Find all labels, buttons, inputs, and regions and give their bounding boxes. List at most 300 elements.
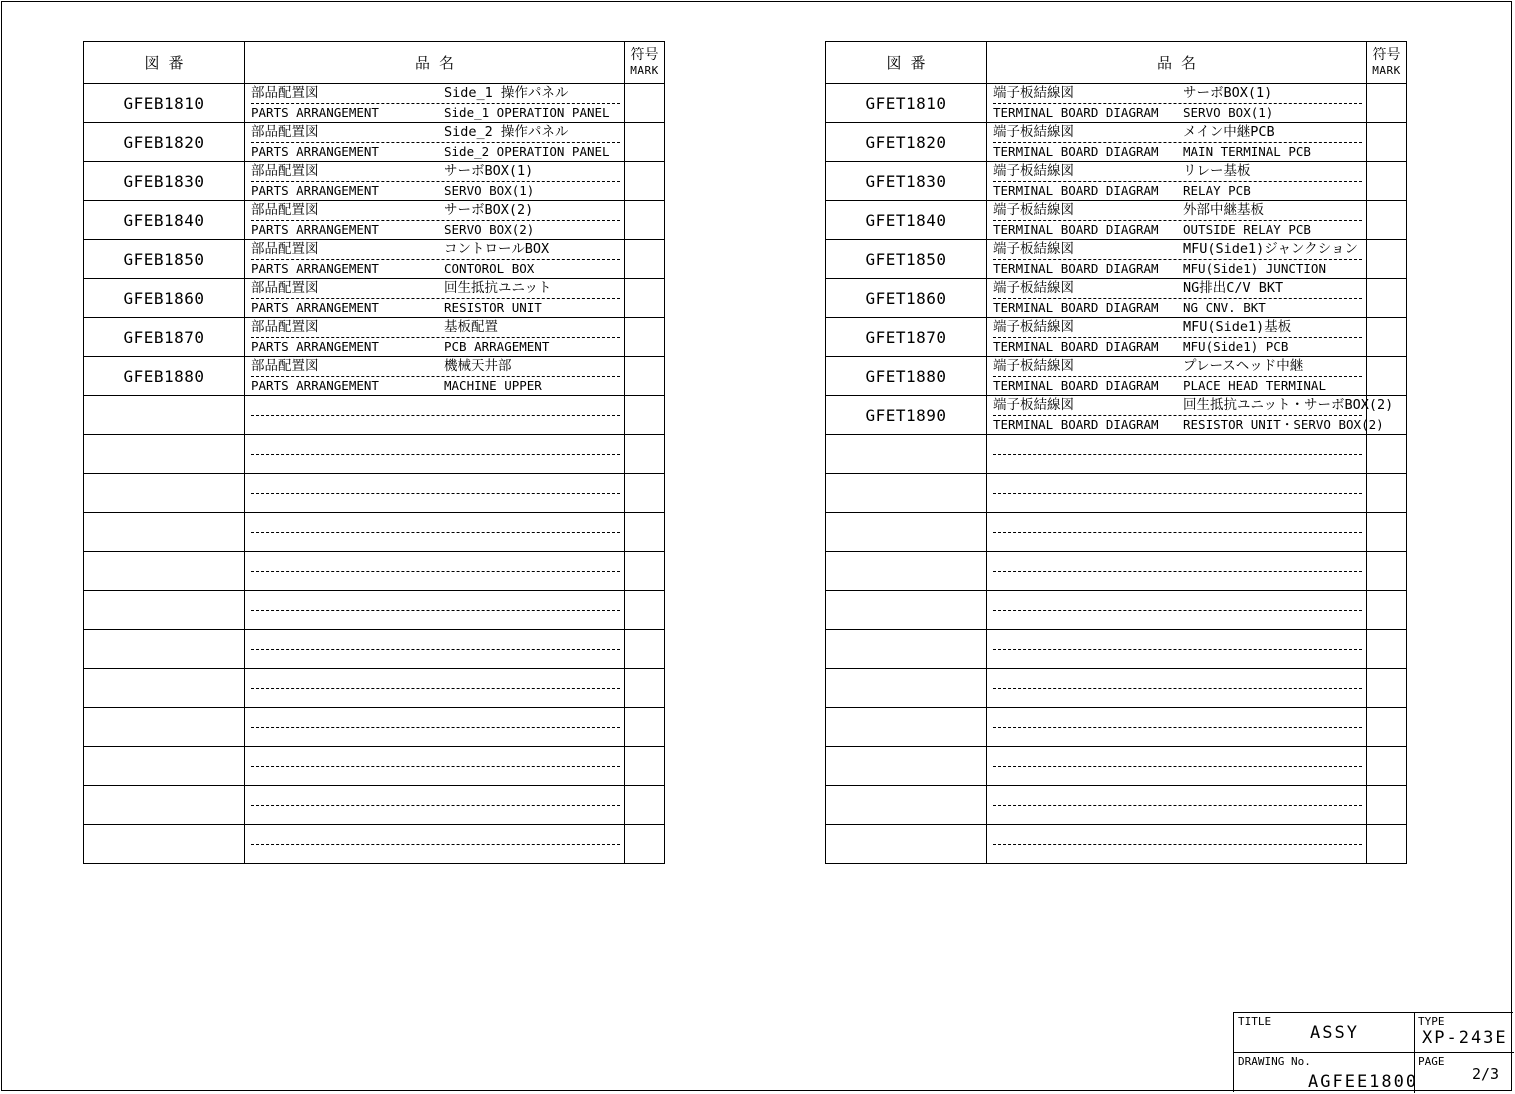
item-subject-jp: 基板配置 <box>444 319 498 335</box>
item-name-jp-line <box>251 474 620 494</box>
table-row <box>826 240 1407 279</box>
title-block-divider <box>1234 1052 1514 1053</box>
item-category-en: PARTS ARRANGEMENT <box>251 261 379 276</box>
item-name-block <box>987 552 1366 590</box>
item-name-en-line <box>251 415 620 434</box>
drawing-number-cell: GFET1870 <box>826 318 987 357</box>
item-name-cell <box>245 240 625 279</box>
item-name-block <box>987 240 1366 278</box>
item-name-jp-line <box>251 84 620 104</box>
item-category-jp: 端子板結線図 <box>993 358 1074 374</box>
item-name-en-line <box>993 103 1362 122</box>
item-name-jp-line <box>251 123 620 143</box>
mark-cell <box>625 513 665 552</box>
item-name-block <box>987 591 1366 629</box>
item-category-en: PARTS ARRANGEMENT <box>251 222 379 237</box>
item-name-jp-line <box>251 708 620 728</box>
item-name-en-line <box>251 532 620 551</box>
item-name-cell <box>987 630 1367 669</box>
item-name-block <box>245 708 624 746</box>
item-name-block <box>987 708 1366 746</box>
mark-cell <box>625 84 665 123</box>
item-category-en: PARTS ARRANGEMENT <box>251 183 379 198</box>
item-name-en-line <box>993 571 1362 590</box>
table-row <box>826 552 1407 591</box>
item-name-jp-line <box>251 786 620 806</box>
drawing-number-cell <box>84 435 245 474</box>
mark-cell <box>1367 747 1407 786</box>
item-name-en-line <box>993 610 1362 629</box>
item-name-cell <box>987 318 1367 357</box>
item-name-block <box>245 630 624 668</box>
item-name-jp-line <box>993 747 1362 767</box>
item-name-en-line <box>251 376 620 395</box>
item-name-cell <box>245 474 625 513</box>
table-row <box>84 240 665 279</box>
item-subject-en: NG CNV. BKT <box>1183 300 1266 315</box>
item-name-jp-line <box>993 825 1362 845</box>
item-category-en: TERMINAL BOARD DIAGRAM <box>993 417 1159 432</box>
item-name-jp-line <box>251 201 620 221</box>
item-category-en: TERMINAL BOARD DIAGRAM <box>993 144 1159 159</box>
header-item-name: 品 名 <box>245 42 625 84</box>
item-name-block <box>245 591 624 629</box>
drawing-number-cell <box>826 747 987 786</box>
item-name-en-line <box>993 220 1362 239</box>
drawing-number-cell <box>84 669 245 708</box>
item-name-jp-line <box>251 279 620 299</box>
item-category-jp: 部品配置図 <box>251 358 319 374</box>
item-name-jp-line <box>993 708 1362 728</box>
item-subject-jp: サーボBOX(2) <box>444 202 534 218</box>
item-name-cell <box>245 591 625 630</box>
item-name-cell <box>245 123 625 162</box>
item-name-cell <box>245 669 625 708</box>
drawing-number-cell <box>826 591 987 630</box>
item-name-cell <box>987 435 1367 474</box>
item-name-block <box>245 513 624 551</box>
item-name-en-line <box>993 493 1362 512</box>
item-name-en-line <box>993 181 1362 200</box>
item-name-block <box>245 201 624 239</box>
drawing-number-cell <box>826 474 987 513</box>
item-name-en-line <box>993 415 1384 434</box>
mark-cell <box>625 708 665 747</box>
table-row <box>826 630 1407 669</box>
item-subject-jp: Side_1 操作パネル <box>444 85 569 101</box>
drawing-number-cell <box>84 708 245 747</box>
item-subject-jp: メイン中継PCB <box>1183 124 1275 140</box>
item-name-block <box>245 318 624 356</box>
item-name-block <box>245 747 624 785</box>
drawing-number-cell <box>84 513 245 552</box>
item-category-jp: 部品配置図 <box>251 85 319 101</box>
table-row <box>84 669 665 708</box>
item-name-en-line <box>251 337 620 356</box>
table-row <box>84 552 665 591</box>
table-row <box>84 630 665 669</box>
item-name-block <box>987 357 1366 395</box>
item-category-en: TERMINAL BOARD DIAGRAM <box>993 261 1159 276</box>
item-name-en-line <box>993 766 1362 785</box>
item-name-block <box>245 123 624 161</box>
item-name-block <box>987 630 1366 668</box>
item-name-cell <box>987 513 1367 552</box>
mark-cell <box>1367 201 1407 240</box>
mark-cell <box>625 552 665 591</box>
table-row <box>84 84 665 123</box>
mark-cell <box>625 474 665 513</box>
item-name-jp-line <box>993 357 1362 377</box>
drawing-number-cell <box>84 474 245 513</box>
item-name-jp-line <box>993 786 1362 806</box>
item-name-jp-line <box>993 240 1362 260</box>
item-name-jp-line <box>251 435 620 455</box>
drawing-number-cell: GFEB1880 <box>84 357 245 396</box>
type-label: TYPE <box>1418 1015 1445 1028</box>
mark-cell <box>625 279 665 318</box>
item-name-cell <box>987 825 1367 864</box>
mark-cell <box>625 357 665 396</box>
table-row <box>826 708 1407 747</box>
drawing-number-cell <box>826 708 987 747</box>
drawing-number-cell <box>826 513 987 552</box>
item-name-jp-line <box>251 396 620 416</box>
item-name-block <box>987 396 1394 434</box>
item-name-jp-line <box>993 552 1362 572</box>
item-category-en: TERMINAL BOARD DIAGRAM <box>993 378 1159 393</box>
header-mark-jp: 符号 <box>1372 46 1401 63</box>
item-category-en: TERMINAL BOARD DIAGRAM <box>993 183 1159 198</box>
item-name-en-line <box>993 805 1362 824</box>
item-name-cell <box>245 708 625 747</box>
item-name-cell <box>245 435 625 474</box>
item-subject-en: RELAY PCB <box>1183 183 1251 198</box>
item-subject-en: MFU(Side1) JUNCTION <box>1183 261 1326 276</box>
item-name-block <box>987 435 1366 473</box>
drawing-number-cell <box>826 825 987 864</box>
item-name-en-line <box>993 688 1362 707</box>
item-subject-en: Side_1 OPERATION PANEL <box>444 105 610 120</box>
item-name-en-line <box>251 298 620 317</box>
item-name-cell <box>245 786 625 825</box>
item-category-jp: 部品配置図 <box>251 202 319 218</box>
table-row <box>84 318 665 357</box>
item-category-jp: 端子板結線図 <box>993 241 1074 257</box>
item-category-jp: 端子板結線図 <box>993 280 1074 296</box>
item-name-block <box>987 162 1366 200</box>
mark-cell <box>625 318 665 357</box>
item-name-cell <box>245 318 625 357</box>
item-category-jp: 端子板結線図 <box>993 397 1074 413</box>
item-category-jp: 端子板結線図 <box>993 124 1074 140</box>
header-mark <box>1367 42 1407 84</box>
mark-cell <box>1367 474 1407 513</box>
drawing-number-cell: GFET1820 <box>826 123 987 162</box>
mark-cell <box>625 396 665 435</box>
item-subject-jp: MFU(Side1)基板 <box>1183 319 1292 335</box>
item-name-jp-line <box>251 513 620 533</box>
item-subject-jp: NG排出C/V BKT <box>1183 280 1284 296</box>
item-name-block <box>987 318 1366 356</box>
item-name-jp-line <box>251 357 620 377</box>
item-name-jp-line <box>251 747 620 767</box>
item-name-cell <box>245 357 625 396</box>
drawing-number-cell: GFET1860 <box>826 279 987 318</box>
item-name-block <box>245 84 624 122</box>
item-name-jp-line <box>251 630 620 650</box>
title-value: ASSY <box>1310 1023 1359 1043</box>
table-row <box>826 279 1407 318</box>
left-drawing-index-table <box>83 41 665 864</box>
item-name-cell <box>245 513 625 552</box>
item-name-cell <box>987 84 1367 123</box>
item-name-en-line <box>993 727 1362 746</box>
item-name-en-line <box>251 571 620 590</box>
header-mark-jp: 符号 <box>630 46 659 63</box>
item-name-cell <box>245 630 625 669</box>
item-category-jp: 端子板結線図 <box>993 319 1074 335</box>
item-name-cell <box>987 396 1394 435</box>
table-row <box>84 747 665 786</box>
mark-cell <box>1367 123 1407 162</box>
item-name-en-line <box>251 649 620 668</box>
item-name-jp-line <box>993 591 1362 611</box>
table-row <box>826 591 1407 630</box>
table-row <box>826 669 1407 708</box>
drawing-number-cell: GFEB1830 <box>84 162 245 201</box>
table-row <box>84 513 665 552</box>
item-subject-en: RESISTOR UNIT・SERVO BOX(2) <box>1183 417 1384 432</box>
table-row <box>84 474 665 513</box>
item-name-jp-line <box>993 630 1362 650</box>
header-mark-en: MARK <box>630 63 659 77</box>
mark-cell <box>625 669 665 708</box>
drawing-number-cell <box>84 552 245 591</box>
table-row <box>826 162 1407 201</box>
table-row <box>826 396 1407 435</box>
drawing-number-cell: GFET1830 <box>826 162 987 201</box>
mark-cell <box>1367 318 1407 357</box>
item-name-jp-line <box>993 513 1362 533</box>
item-name-en-line <box>993 259 1362 278</box>
item-name-en-line <box>993 376 1362 395</box>
drawing-number-cell: GFEB1850 <box>84 240 245 279</box>
item-name-en-line <box>251 142 620 161</box>
item-subject-jp: リレー基板 <box>1183 163 1251 179</box>
item-name-cell <box>987 669 1367 708</box>
item-name-cell <box>245 747 625 786</box>
item-name-block <box>245 279 624 317</box>
item-category-jp: 端子板結線図 <box>993 163 1074 179</box>
item-name-cell <box>245 396 625 435</box>
item-subject-en: MFU(Side1) PCB <box>1183 339 1289 354</box>
table-row <box>826 318 1407 357</box>
item-name-cell <box>987 279 1367 318</box>
item-name-block <box>987 84 1366 122</box>
item-name-jp-line <box>993 279 1362 299</box>
item-name-cell <box>987 162 1367 201</box>
item-subject-jp: 外部中継基板 <box>1183 202 1264 218</box>
item-name-cell <box>987 552 1367 591</box>
item-name-jp-line <box>993 318 1362 338</box>
item-name-en-line <box>251 103 620 122</box>
mark-cell <box>1367 630 1407 669</box>
header-drawing-no: 図 番 <box>84 42 245 84</box>
header-row <box>84 42 665 84</box>
header-row <box>826 42 1407 84</box>
item-subject-jp: 回生抵抗ユニット <box>444 280 552 296</box>
table-row <box>826 123 1407 162</box>
item-name-en-line <box>251 220 620 239</box>
drawing-number-cell: GFEB1820 <box>84 123 245 162</box>
item-category-en: PARTS ARRANGEMENT <box>251 105 379 120</box>
mark-cell <box>1367 513 1407 552</box>
item-name-en-line <box>993 337 1362 356</box>
item-name-block <box>987 747 1366 785</box>
item-category-en: TERMINAL BOARD DIAGRAM <box>993 300 1159 315</box>
item-name-block <box>245 474 624 512</box>
item-name-cell <box>987 240 1367 279</box>
item-name-cell <box>245 162 625 201</box>
item-name-cell <box>987 708 1367 747</box>
mark-cell <box>625 825 665 864</box>
item-subject-en: SERVO BOX(2) <box>444 222 535 237</box>
mark-cell <box>625 123 665 162</box>
item-name-en-line <box>993 142 1362 161</box>
mark-cell <box>625 240 665 279</box>
drawing-number-cell <box>84 630 245 669</box>
page-label: PAGE <box>1418 1055 1445 1068</box>
item-subject-en: MACHINE UPPER <box>444 378 542 393</box>
table-row <box>84 708 665 747</box>
drawing-number-cell <box>826 435 987 474</box>
title-block <box>1233 1012 1513 1092</box>
item-name-block <box>987 279 1366 317</box>
mark-cell <box>625 747 665 786</box>
item-name-en-line <box>251 766 620 785</box>
item-name-en-line <box>993 844 1362 863</box>
item-subject-en: OUTSIDE RELAY PCB <box>1183 222 1311 237</box>
item-category-en: TERMINAL BOARD DIAGRAM <box>993 105 1159 120</box>
item-name-block <box>245 552 624 590</box>
item-name-cell <box>987 786 1367 825</box>
table-row <box>84 786 665 825</box>
mark-cell <box>1367 708 1407 747</box>
mark-cell <box>625 201 665 240</box>
item-category-jp: 端子板結線図 <box>993 85 1074 101</box>
mark-cell <box>625 435 665 474</box>
drawing-number-cell: GFEB1840 <box>84 201 245 240</box>
table-row <box>826 786 1407 825</box>
right-drawing-index-table <box>825 41 1407 864</box>
table-row <box>826 513 1407 552</box>
item-subject-en: Side_2 OPERATION PANEL <box>444 144 610 159</box>
header-mark <box>625 42 665 84</box>
item-name-en-line <box>251 493 620 512</box>
item-category-en: PARTS ARRANGEMENT <box>251 300 379 315</box>
mark-cell <box>1367 825 1407 864</box>
mark-cell <box>1367 669 1407 708</box>
item-name-block <box>987 201 1366 239</box>
item-subject-jp: Side_2 操作パネル <box>444 124 569 140</box>
title-label: TITLE <box>1238 1015 1272 1028</box>
item-name-cell <box>245 825 625 864</box>
drawing-number-cell: GFET1840 <box>826 201 987 240</box>
table-row <box>84 201 665 240</box>
mark-cell <box>625 162 665 201</box>
table-row <box>826 201 1407 240</box>
item-name-jp-line <box>993 435 1362 455</box>
item-name-jp-line <box>993 201 1362 221</box>
drawing-number-cell <box>826 552 987 591</box>
item-name-en-line <box>251 688 620 707</box>
item-name-block <box>987 786 1366 824</box>
item-subject-jp: 回生抵抗ユニット・サーボBOX(2) <box>1183 397 1394 413</box>
item-subject-jp: MFU(Side1)ジャンクション <box>1183 241 1358 257</box>
table-row <box>84 279 665 318</box>
mark-cell <box>1367 240 1407 279</box>
item-name-block <box>245 825 624 863</box>
header-drawing-no: 図 番 <box>826 42 987 84</box>
item-name-cell <box>987 474 1367 513</box>
mark-cell <box>1367 162 1407 201</box>
item-subject-en: SERVO BOX(1) <box>1183 105 1274 120</box>
item-name-block <box>987 123 1366 161</box>
drawing-no-value: AGFEE1800 <box>1308 1072 1419 1092</box>
item-name-en-line <box>251 805 620 824</box>
item-name-jp-line <box>251 591 620 611</box>
header-mark-en: MARK <box>1372 63 1401 77</box>
item-subject-jp: 機械天井部 <box>444 358 512 374</box>
drawing-number-cell: GFEB1870 <box>84 318 245 357</box>
item-category-jp: 端子板結線図 <box>993 202 1074 218</box>
item-name-en-line <box>993 649 1362 668</box>
table-row <box>826 84 1407 123</box>
item-name-cell <box>987 591 1367 630</box>
item-name-jp-line <box>993 162 1362 182</box>
item-name-cell <box>245 552 625 591</box>
item-category-jp: 部品配置図 <box>251 319 319 335</box>
item-name-en-line <box>993 532 1362 551</box>
header-item-name: 品 名 <box>987 42 1367 84</box>
item-subject-en: SERVO BOX(1) <box>444 183 535 198</box>
item-subject-jp: サーボBOX(1) <box>1183 85 1273 101</box>
item-name-jp-line <box>993 474 1362 494</box>
drawing-number-cell <box>826 630 987 669</box>
item-name-jp-line <box>251 825 620 845</box>
mark-cell <box>1367 84 1407 123</box>
mark-cell <box>1367 357 1407 396</box>
mark-cell <box>625 591 665 630</box>
drawing-number-cell <box>826 786 987 825</box>
item-category-en: PARTS ARRANGEMENT <box>251 339 379 354</box>
item-name-block <box>987 513 1366 551</box>
table-row <box>826 747 1407 786</box>
drawing-number-cell: GFET1890 <box>826 396 987 435</box>
item-subject-en: PCB ARRAGEMENT <box>444 339 550 354</box>
drawing-number-cell <box>84 786 245 825</box>
table-row <box>826 474 1407 513</box>
item-category-jp: 部品配置図 <box>251 163 319 179</box>
mark-cell <box>1367 279 1407 318</box>
item-name-cell <box>987 747 1367 786</box>
table-row <box>84 435 665 474</box>
table-row <box>826 825 1407 864</box>
table-row <box>84 396 665 435</box>
item-name-jp-line <box>251 669 620 689</box>
page-value: 2/3 <box>1472 1065 1500 1083</box>
